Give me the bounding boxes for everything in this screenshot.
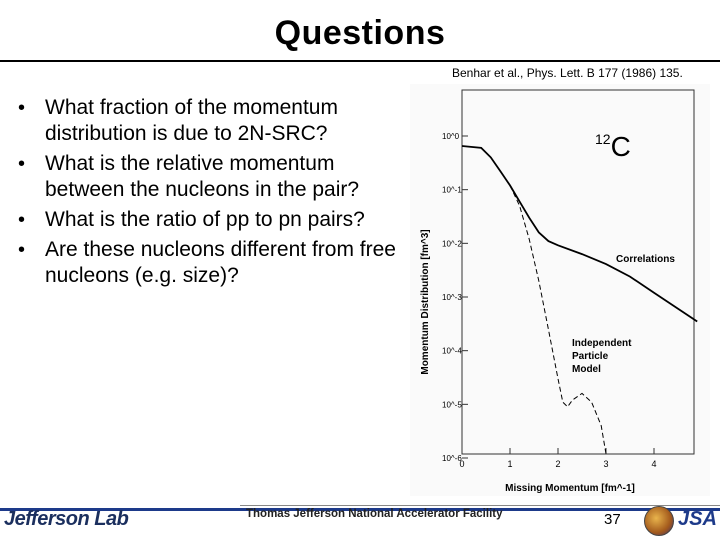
page-number: 37 [604,511,621,528]
nucleus-label: 12C [595,131,631,162]
x-tick-label: 3 [603,459,609,469]
ipm-annotation: Independent Particle Model [572,338,632,375]
y-tick-label: 10^-6 [442,454,462,463]
y-tick-label: 10^-5 [442,400,462,410]
x-tick-label: 4 [651,459,657,469]
footer-divider-thin [240,505,720,506]
correlations-annotation: Correlations [616,254,675,265]
y-tick-label: 10^0 [442,132,460,141]
x-axis-label: Missing Momentum [fm^-1] [505,483,635,494]
y-axis-label: Momentum Distribution [fm^3] [420,229,431,375]
y-tick-label: 10^-3 [442,293,462,302]
doe-seal-icon [644,506,674,536]
bullet-item: • Are these nucleons different from free nucleons (e.g. size)? [18,237,413,289]
bullet-item: • What is the relative momentum between the nucleons in the pair? [18,151,413,203]
y-tick-label: 10^-2 [442,239,462,249]
bullet-item: • What fraction of the momentum distribution is due to 2N-SRC? [18,95,413,147]
bullet-list [18,95,413,293]
slide-title: Questions [274,14,446,52]
bullet-item: • What is the ratio of pp to pn pairs? [18,207,413,233]
y-tick-label: 10^-4 [442,346,462,356]
plot-scan-background [410,84,710,496]
x-tick-label: 0 [459,459,465,469]
jsa-logo: JSA [678,508,717,530]
jefferson-lab-logo: Jefferson Lab [4,508,129,530]
momentum-distribution-plot [410,84,710,496]
y-tick-label: 10^-1 [442,185,462,195]
plot-svg [410,84,710,496]
facility-name: Thomas Jefferson National Accelerator Facility [246,508,503,520]
citation: Benhar et al., Phys. Lett. B 177 (1986) 135. [452,66,683,80]
x-tick-label: 1 [507,459,513,469]
title-divider [0,60,720,62]
x-tick-label: 2 [555,459,561,469]
